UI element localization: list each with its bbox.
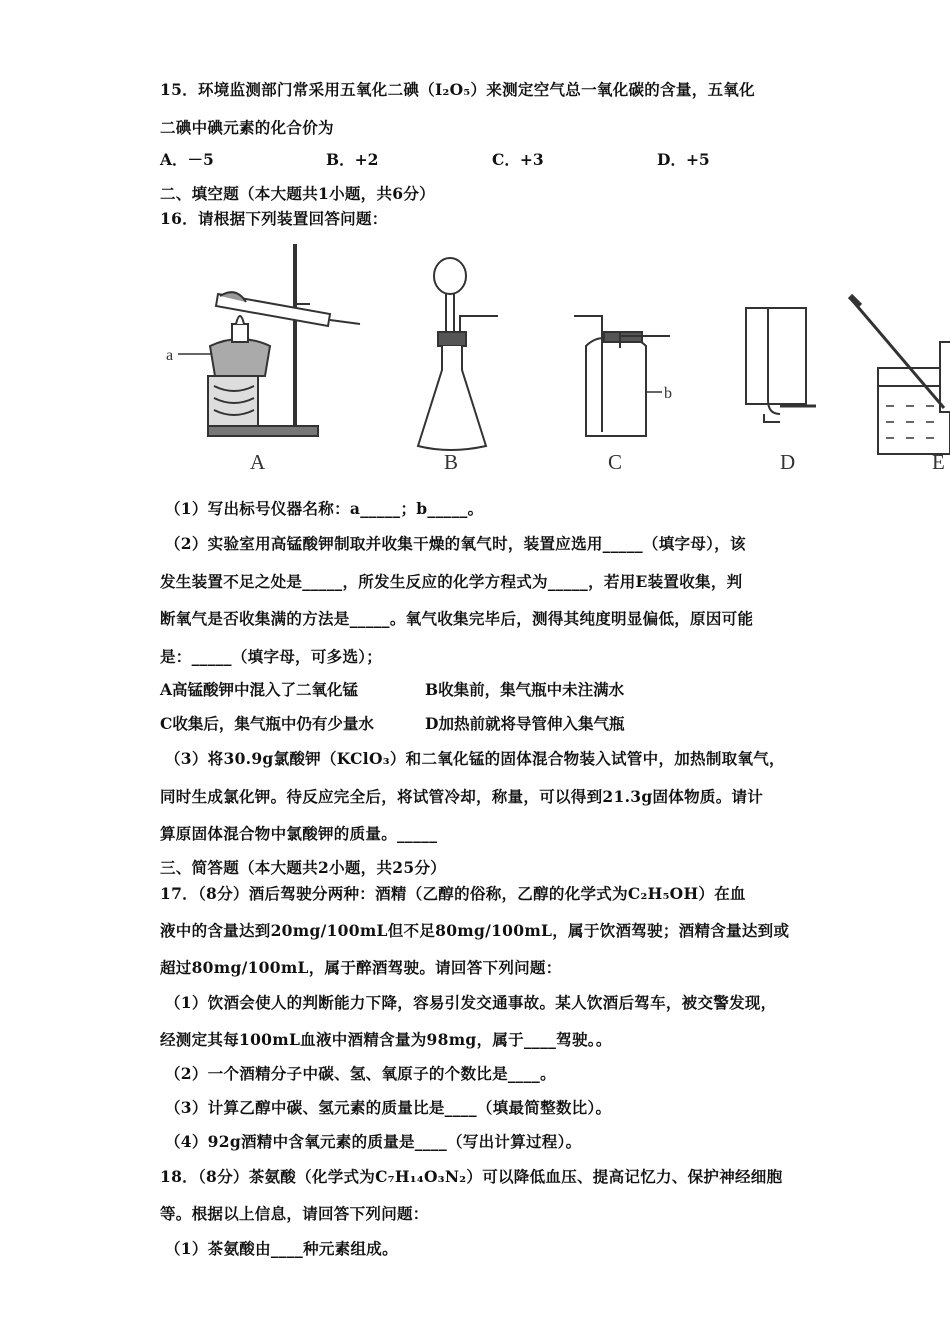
section3-heading: 三、简答题（本大题共2小题，共25分） <box>160 858 447 877</box>
q18-sub1: （1）茶氨酸由____种元素组成。 <box>165 1239 398 1258</box>
q16-part1: （1）写出标号仪器名称：a_____；b_____。 <box>165 499 484 518</box>
apparatus-d-drawing <box>746 308 816 422</box>
q15-option-c: C．+3 <box>492 150 544 169</box>
q16-choice-a: A高锰酸钾中混入了二氧化锰 <box>160 680 359 699</box>
apparatus-e-drawing <box>850 296 950 454</box>
marker-b: b <box>664 385 672 402</box>
q16-stem: 16．请根据下列装置回答问题： <box>160 209 388 228</box>
q17-line3: 超过80mg/100mL，属于醉酒驾驶。请回答下列问题： <box>160 958 562 977</box>
figure-label-a: A <box>250 450 266 474</box>
q16-part2-line3: 断氧气是否收集满的方法是_____。氧气收集完毕后，测得其纯度明显偏低，原因可能 <box>160 609 754 628</box>
q16-part3-line1: （3）将30.9g氯酸钾（KClO₃）和二氧化锰的固体混合物装入试管中，加热制取氧气， <box>165 749 785 768</box>
q16-part3-line3: 算原固体混合物中氯酸钾的质量。_____ <box>160 824 438 843</box>
figure-label-c: C <box>608 450 623 474</box>
figure-label-b: B <box>444 450 459 474</box>
q17-sub4: （4）92g酒精中含氧元素的质量是____（写出计算过程）。 <box>165 1132 582 1151</box>
q17-sub3: （3）计算乙醇中碳、氢元素的质量比是____（填最简整数比）。 <box>165 1098 612 1117</box>
q17-sub2: （2）一个酒精分子中碳、氢、氧原子的个数比是____。 <box>165 1064 556 1083</box>
apparatus-b-drawing <box>418 258 498 450</box>
apparatus-figure <box>150 236 950 476</box>
q16-part2-line1: （2）实验室用高锰酸钾制取并收集干燥的氧气时，装置应选用_____（填字母），该 <box>165 534 746 553</box>
q17-line2: 液中的含量达到20mg/100mL但不足80mg/100mL，属于饮酒驾驶；酒精含量达到或 <box>160 921 790 940</box>
q16-part3-line2: 同时生成氯化钾。待反应完全后，将试管冷却，称量，可以得到21.3g固体物质。请计 <box>160 787 764 806</box>
q16-part2-line4: 是：_____（填字母，可多选）； <box>160 647 383 666</box>
q15-option-a: A．－5 <box>160 150 214 169</box>
figure-label-e: E <box>932 450 945 474</box>
q16-choice-d: D加热前就将导管伸入集气瓶 <box>425 714 625 733</box>
q17-line1: 17．（8分）酒后驾驶分两种：酒精（乙醇的俗称，乙醇的化学式为C₂H₅OH）在血 <box>160 884 746 903</box>
q15-line1: 15．环境监测部门常采用五氧化二碘（I₂O₅）来测定空气总一氧化碳的含量，五氧化 <box>160 80 755 99</box>
q15-line2: 二碘中碘元素的化合价为 <box>160 118 334 137</box>
apparatus-c-drawing <box>574 316 670 436</box>
q18-line1: 18．（8分）茶氨酸（化学式为C₇H₁₄O₃N₂）可以降低血压、提高记忆力、保护神经细胞 <box>160 1167 783 1186</box>
q16-part2-line2: 发生装置不足之处是_____，所发生反应的化学方程式为_____，若用E装置收集，判 <box>160 572 743 591</box>
apparatus-a-drawing <box>178 244 360 436</box>
marker-a: a <box>166 347 174 364</box>
q16-choice-b: B收集前，集气瓶中未注满水 <box>425 680 625 699</box>
q18-line2: 等。根据以上信息，请回答下列问题： <box>160 1204 429 1223</box>
q17-sub1-line2: 经测定其每100mL血液中酒精含量为98mg，属于____驾驶。。 <box>160 1030 612 1049</box>
section2-heading: 二、填空题（本大题共1小题，共6分） <box>160 184 435 203</box>
q16-choice-c: C收集后，集气瓶中仍有少量水 <box>160 714 374 733</box>
q17-sub1-line1: （1）饮酒会使人的判断能力下降，容易引发交通事故。某人饮酒后驾车，被交警发现， <box>165 993 777 1012</box>
figure-label-d: D <box>780 450 796 474</box>
q15-option-b: B．+2 <box>326 150 379 169</box>
q15-option-d: D．+5 <box>657 150 710 169</box>
